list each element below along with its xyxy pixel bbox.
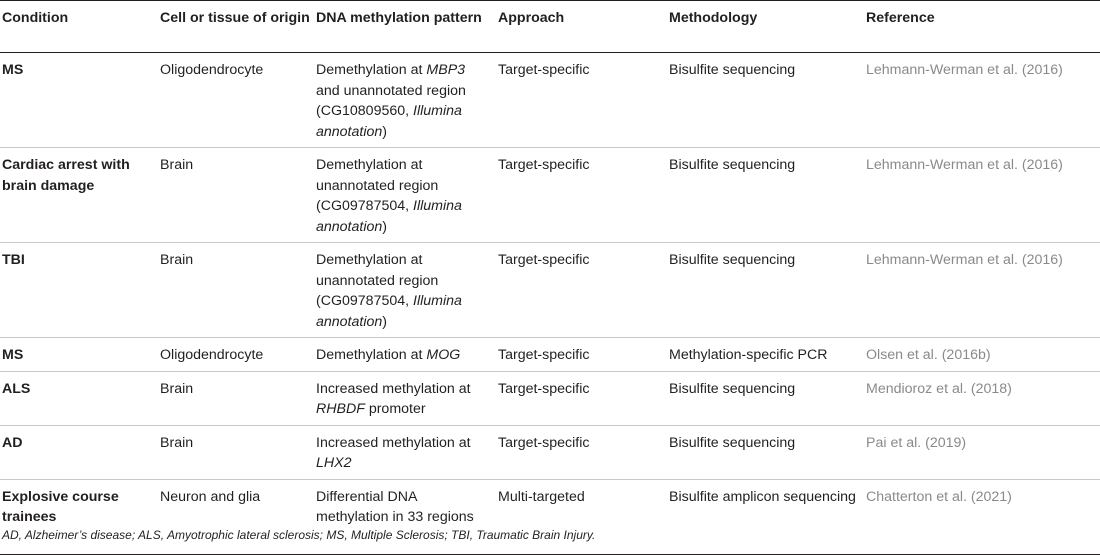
header-pattern: DNA methylation pattern (316, 10, 482, 26)
gene-name: LHX2 (316, 455, 352, 471)
pattern-text: Increased methylation at (316, 434, 471, 451)
pattern-text: Demethylation at unannotated region (CG09787504, (316, 252, 439, 309)
annotation-source: Illumina annotation (316, 293, 462, 330)
origin-cell: Neuron and glia (160, 488, 261, 505)
pattern-cell (314, 338, 496, 372)
reference-link[interactable]: Pai et al. (2019) (866, 434, 967, 451)
reference-link[interactable]: Olsen et al. (2016b) (866, 347, 991, 363)
reference-link[interactable]: Lehmann-Werman et al. (2016) (866, 157, 1063, 173)
gene-name: RHBDF (316, 401, 365, 417)
methodology-cell: Bisulfite sequencing (669, 62, 796, 78)
condition-cell: MS (2, 62, 24, 78)
pattern-text: Increased methylation at (316, 380, 471, 397)
methodology-cell: Bisulfite sequencing (669, 252, 796, 268)
approach-cell: Target-specific (498, 252, 590, 268)
gene-name: MBP3 (426, 62, 466, 78)
table-row (0, 425, 1100, 479)
table-row (0, 338, 1100, 372)
pattern-text: Differential DNA methylation in 33 regions (316, 488, 474, 525)
origin-cell: Brain (160, 380, 194, 397)
header-approach: Approach (498, 10, 565, 26)
origin-cell: Oligodendrocyte (160, 62, 264, 78)
table-row (0, 53, 1100, 148)
pattern-text: ) (382, 123, 388, 140)
origin-cell: Brain (160, 434, 194, 451)
condition-cell: AD (2, 434, 23, 451)
table-body (0, 53, 1100, 555)
condition-cell: TBI (2, 252, 25, 268)
pattern-cell (314, 148, 496, 243)
approach-cell: Target-specific (498, 62, 590, 78)
gene-name: MOG (426, 347, 461, 363)
table-row (0, 243, 1100, 338)
approach-cell: Target-specific (498, 380, 590, 397)
header-condition: Condition (2, 10, 69, 26)
condition-cell: MS (2, 347, 24, 363)
pattern-text: Demethylation at (316, 62, 427, 78)
approach-cell: Multi-targeted (498, 488, 585, 505)
header-methodology: Methodology (669, 10, 758, 26)
methodology-cell: Bisulfite amplicon sequencing (669, 488, 856, 505)
origin-cell: Brain (160, 252, 194, 268)
pattern-text: ) (382, 218, 388, 235)
methodology-cell: Methylation-specific PCR (669, 347, 828, 363)
approach-cell: Target-specific (498, 434, 590, 451)
condition-cell: Explosive course trainees (2, 488, 119, 525)
table-header (0, 1, 1100, 53)
methodology-cell: Bisulfite sequencing (669, 434, 796, 451)
methodology-cell: Bisulfite sequencing (669, 380, 796, 397)
pattern-text: Demethylation at (316, 347, 427, 363)
origin-cell: Oligodendrocyte (160, 347, 264, 363)
annotation-source: Illumina annotation (316, 103, 462, 140)
table-row (0, 371, 1100, 425)
pattern-text: promoter (364, 401, 426, 417)
pattern-cell (314, 425, 496, 479)
pattern-cell (314, 371, 496, 425)
reference-link[interactable]: Mendioroz et al. (2018) (866, 380, 1012, 397)
header-origin: Cell or tissue of origin (160, 10, 310, 26)
pattern-text: Demethylation at unannotated region (CG09787504, (316, 157, 439, 214)
header-row (0, 1, 1100, 53)
pattern-cell (314, 479, 496, 554)
reference-link[interactable]: Chatterton et al. (2021) (866, 488, 1012, 505)
table-row (0, 148, 1100, 243)
methodology-cell: Bisulfite sequencing (669, 157, 796, 173)
pattern-cell (314, 53, 496, 148)
table-footnote: AD, Alzheimer’s disease; ALS, Amyotrophic lateral sclerosis; MS, Multiple Sclerosis; TBI, Traumatic Brain Injury. (2, 528, 596, 542)
table-row (0, 479, 1100, 554)
approach-cell: Target-specific (498, 157, 590, 173)
pattern-cell (314, 243, 496, 338)
annotation-source: Illumina annotation (316, 198, 462, 235)
condition-cell: ALS (2, 380, 31, 397)
reference-link[interactable]: Lehmann-Werman et al. (2016) (866, 62, 1063, 78)
origin-cell: Brain (160, 157, 194, 173)
pattern-text: and unannotated region (CG10809560, (316, 82, 466, 119)
pattern-text: ) (382, 313, 388, 330)
approach-cell: Target-specific (498, 347, 590, 363)
condition-cell: Cardiac arrest with brain damage (2, 157, 130, 194)
header-reference: Reference (866, 10, 935, 26)
reference-link[interactable]: Lehmann-Werman et al. (2016) (866, 252, 1063, 268)
